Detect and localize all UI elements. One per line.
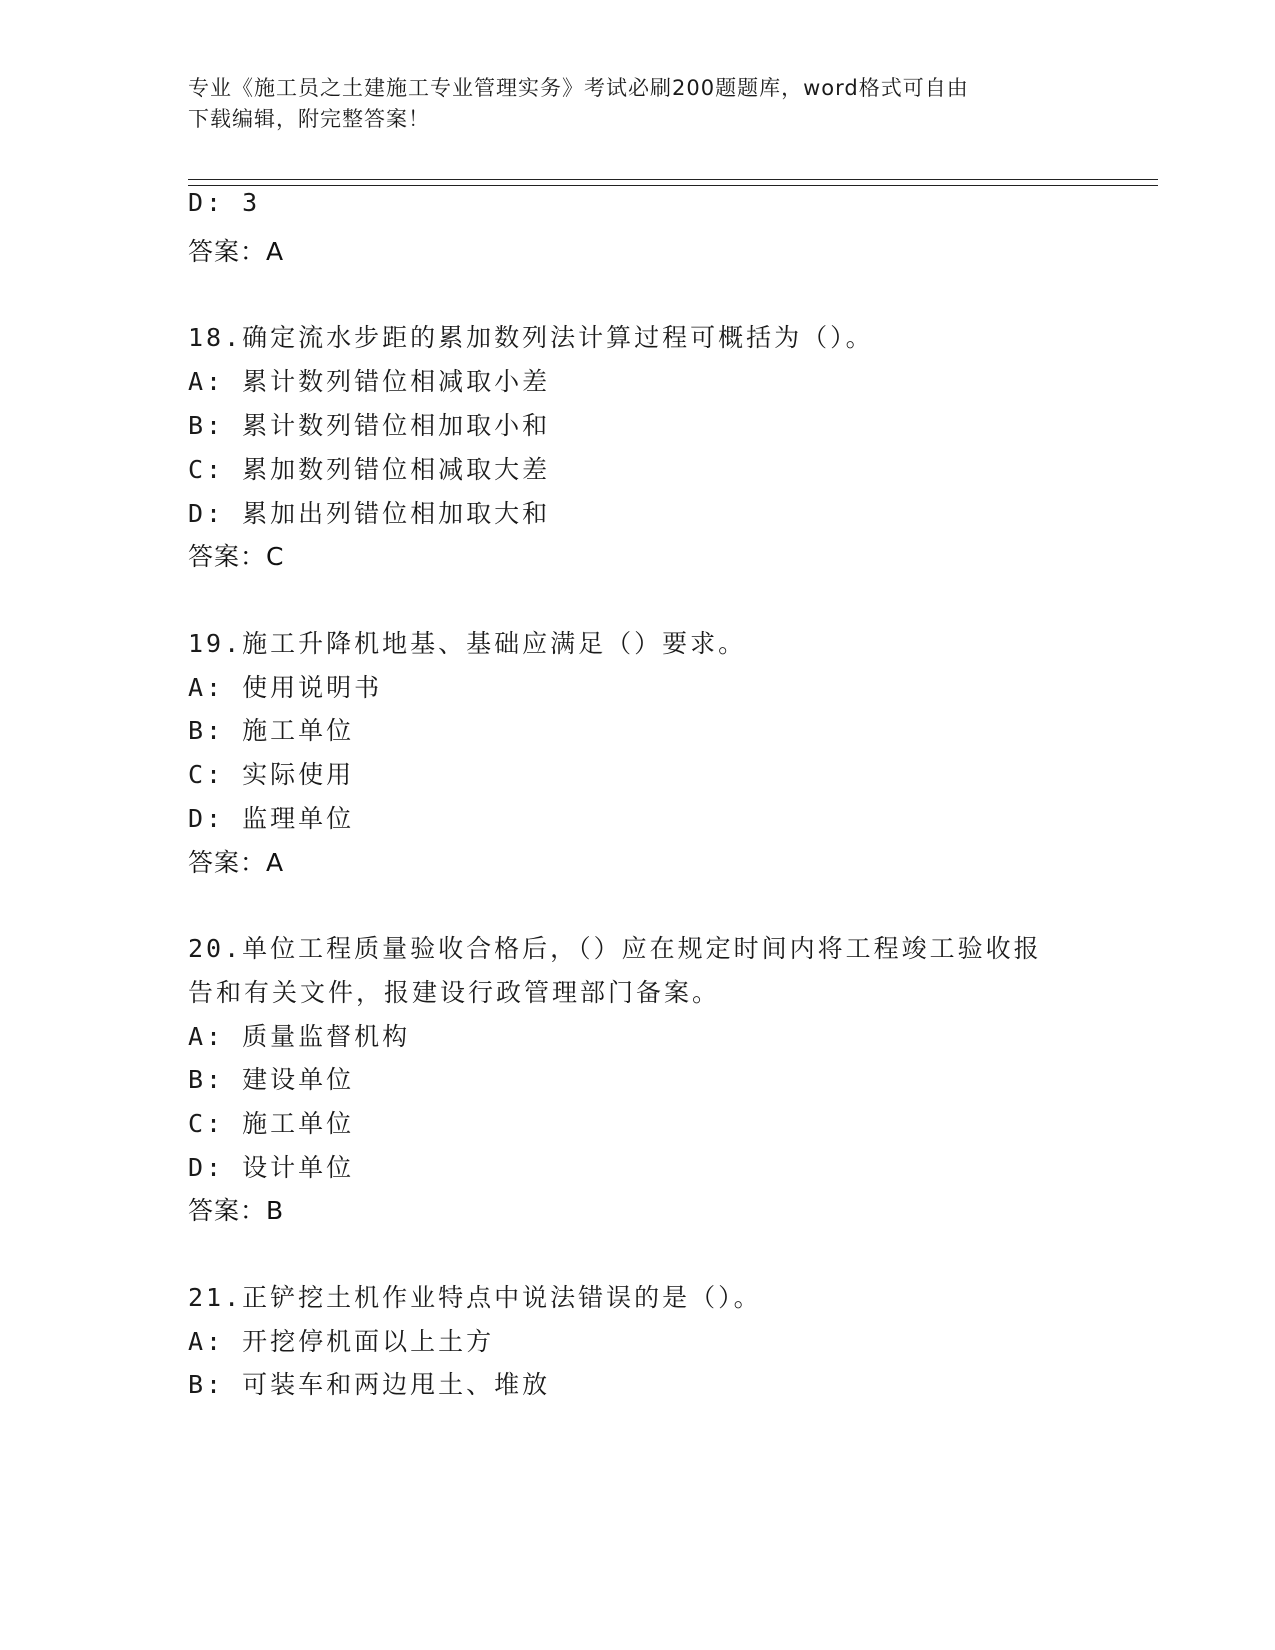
answer-line: 答案：B (188, 1196, 285, 1225)
answer-line: 答案：A (188, 237, 285, 266)
header-line-2: 下载编辑，附完整答案！ (188, 107, 430, 131)
option-c: C: 施工单位 (188, 1109, 355, 1138)
option-b: B: 施工单位 (188, 716, 355, 745)
header-divider-top (188, 179, 1158, 180)
header-divider-bottom (188, 185, 1158, 186)
option-b: B: 累计数列错位相加取小和 (188, 411, 551, 440)
option-a: A: 质量监督机构 (188, 1022, 411, 1051)
option-a: A: 开挖停机面以上土方 (188, 1327, 495, 1356)
option-b: B: 建设单位 (188, 1065, 355, 1094)
option-c: C: 累加数列错位相减取大差 (188, 455, 551, 484)
option-d: D: 累加出列错位相加取大和 (188, 499, 551, 528)
option-d: D: 设计单位 (188, 1153, 355, 1182)
option-a: A: 累计数列错位相减取小差 (188, 367, 551, 396)
answer-line: 答案：C (188, 542, 285, 571)
option-b: B: 可装车和两边甩土、堆放 (188, 1370, 551, 1399)
option-a: A: 使用说明书 (188, 673, 383, 702)
option-d: D: 监理单位 (188, 804, 355, 833)
question-stem-continued: 告和有关文件，报建设行政管理部门备案。 (188, 978, 721, 1007)
question-stem: 19.施工升降机地基、基础应满足（）要求。 (188, 629, 747, 658)
question-stem: 20.单位工程质量验收合格后，（）应在规定时间内将工程竣工验收报 (188, 934, 1042, 963)
option-d: D: 3 (188, 188, 261, 217)
answer-line: 答案：A (188, 848, 285, 877)
question-stem: 18.确定流水步距的累加数列法计算过程可概括为（）。 (188, 323, 874, 352)
header-line-1: 专业《施工员之土建施工专业管理实务》考试必刷200题题库，word格式可自由 (188, 76, 969, 100)
document-header (188, 73, 1088, 135)
option-c: C: 实际使用 (188, 760, 355, 789)
question-stem: 21.正铲挖土机作业特点中说法错误的是（）。 (188, 1283, 762, 1312)
